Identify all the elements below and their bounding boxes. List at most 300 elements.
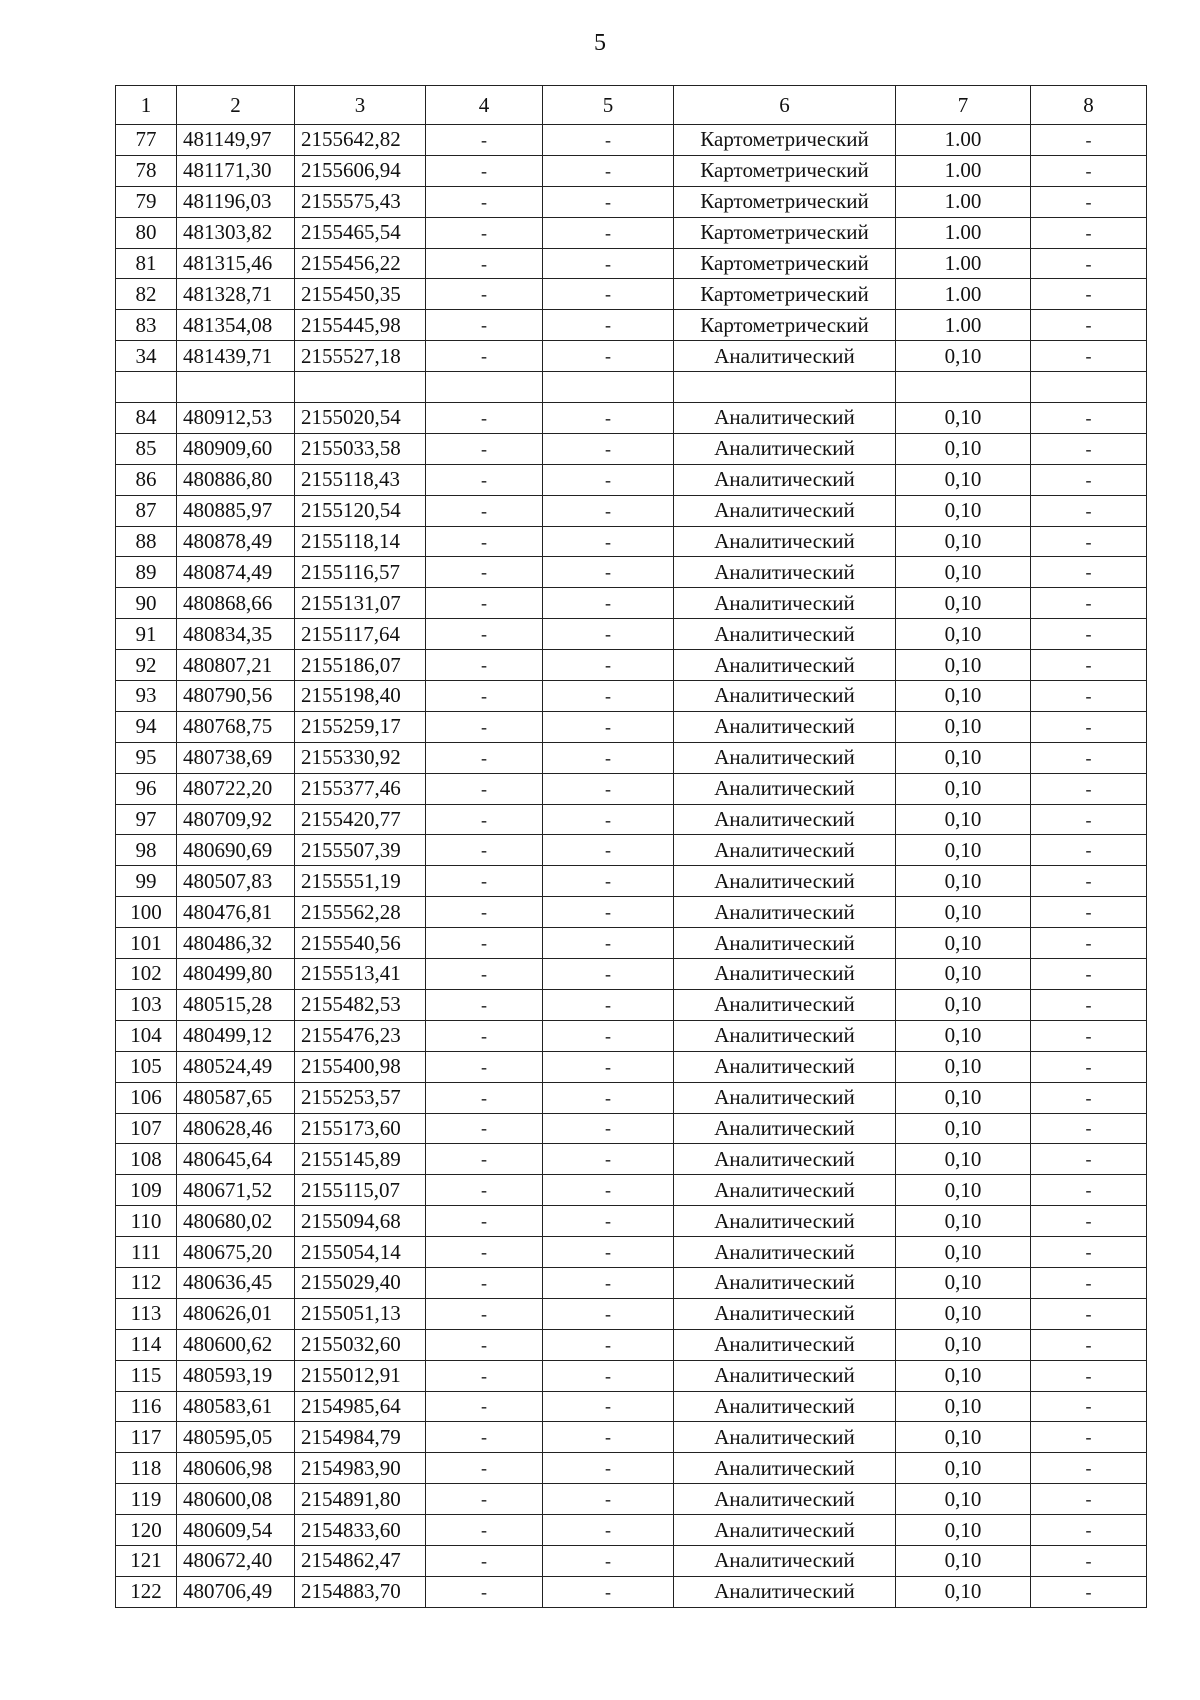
table-cell: 2154985,64 (295, 1391, 426, 1422)
table-cell: - (426, 804, 543, 835)
table-cell: Аналитический (674, 866, 896, 897)
table-cell: 2155642,82 (295, 125, 426, 156)
table-cell: - (543, 1545, 674, 1576)
table-cell: 120 (116, 1515, 177, 1546)
table-cell: Аналитический (674, 773, 896, 804)
table-cell: 481149,97 (177, 125, 295, 156)
table-cell: - (543, 835, 674, 866)
table-cell: 2155575,43 (295, 186, 426, 217)
table-cell: 2155094,68 (295, 1206, 426, 1237)
table-cell: 0,10 (896, 1298, 1031, 1329)
table-cell: - (426, 897, 543, 928)
table-row (116, 1051, 1147, 1082)
table-cell: Аналитический (674, 989, 896, 1020)
table-cell: 480593,19 (177, 1360, 295, 1391)
header-cell: 8 (1031, 86, 1147, 125)
table-cell: 0,10 (896, 619, 1031, 650)
table-cell: 480507,83 (177, 866, 295, 897)
table-cell: Аналитический (674, 1545, 896, 1576)
table-cell: Аналитический (674, 742, 896, 773)
table-row (116, 557, 1147, 588)
table-cell: - (1031, 1576, 1147, 1607)
table-cell: - (543, 1484, 674, 1515)
table-row (116, 989, 1147, 1020)
table-cell: Аналитический (674, 619, 896, 650)
table-cell: 93 (116, 681, 177, 712)
table-cell: 81 (116, 248, 177, 279)
table-cell: 0,10 (896, 1360, 1031, 1391)
table-cell: - (1031, 1082, 1147, 1113)
table-cell: 480600,62 (177, 1329, 295, 1360)
table-cell: - (1031, 433, 1147, 464)
coordinates-table-container (115, 85, 1147, 1608)
table-cell: 480709,92 (177, 804, 295, 835)
table-cell: - (543, 588, 674, 619)
table-cell: 480807,21 (177, 650, 295, 681)
table-cell: Аналитический (674, 403, 896, 434)
table-cell: Аналитический (674, 557, 896, 588)
table-cell: 2155259,17 (295, 711, 426, 742)
table-cell: - (1031, 1113, 1147, 1144)
table-row (116, 1113, 1147, 1144)
table-cell: 1.00 (896, 125, 1031, 156)
table-cell: Аналитический (674, 1484, 896, 1515)
table-cell: - (543, 433, 674, 464)
table-cell: 480885,97 (177, 495, 295, 526)
table-cell: 2155054,14 (295, 1237, 426, 1268)
table-row (116, 1175, 1147, 1206)
table-cell: 91 (116, 619, 177, 650)
table-cell: 119 (116, 1484, 177, 1515)
table-cell: Аналитический (674, 1020, 896, 1051)
table-cell: 0,10 (896, 341, 1031, 372)
table-cell: - (1031, 650, 1147, 681)
table-cell: - (1031, 1051, 1147, 1082)
table-cell: Аналитический (674, 341, 896, 372)
table-cell: 2154883,70 (295, 1576, 426, 1607)
table-cell: Аналитический (674, 526, 896, 557)
table-row (116, 1082, 1147, 1113)
table-cell: 480636,45 (177, 1267, 295, 1298)
table-row (116, 155, 1147, 186)
table-cell (543, 372, 674, 403)
table-cell: 2154891,80 (295, 1484, 426, 1515)
table-cell: Аналитический (674, 1576, 896, 1607)
table-cell (896, 372, 1031, 403)
table-cell: 2155540,56 (295, 928, 426, 959)
table-cell: - (426, 1267, 543, 1298)
table-cell: 108 (116, 1144, 177, 1175)
table-row (116, 681, 1147, 712)
table-cell: - (543, 1422, 674, 1453)
table-cell: - (543, 1237, 674, 1268)
table-cell: Аналитический (674, 1298, 896, 1329)
table-cell: - (426, 217, 543, 248)
table-cell: - (1031, 464, 1147, 495)
table-cell: 106 (116, 1082, 177, 1113)
table-row (116, 742, 1147, 773)
table-cell: - (543, 186, 674, 217)
table-cell: 1.00 (896, 186, 1031, 217)
table-cell: 82 (116, 279, 177, 310)
table-cell: - (1031, 1484, 1147, 1515)
table-cell: 480672,40 (177, 1545, 295, 1576)
table-cell: 0,10 (896, 557, 1031, 588)
table-cell: 0,10 (896, 526, 1031, 557)
table-row (116, 1545, 1147, 1576)
table-cell: - (426, 495, 543, 526)
table-cell: - (1031, 1298, 1147, 1329)
table-cell: - (543, 1329, 674, 1360)
table-cell: - (543, 155, 674, 186)
table-cell: 480671,52 (177, 1175, 295, 1206)
table-cell: 480868,66 (177, 588, 295, 619)
table-row (116, 1422, 1147, 1453)
table-cell: 1.00 (896, 217, 1031, 248)
table-cell: 101 (116, 928, 177, 959)
table-cell: 480834,35 (177, 619, 295, 650)
table-cell: - (426, 650, 543, 681)
table-cell: - (1031, 1020, 1147, 1051)
table-row (116, 650, 1147, 681)
table-cell: - (1031, 681, 1147, 712)
table-row (116, 464, 1147, 495)
table-row (116, 526, 1147, 557)
table-row (116, 1267, 1147, 1298)
table-cell: 83 (116, 310, 177, 341)
table-cell: 2155476,23 (295, 1020, 426, 1051)
table-cell: - (543, 1175, 674, 1206)
table-cell: 480628,46 (177, 1113, 295, 1144)
table-cell: 92 (116, 650, 177, 681)
table-cell: - (543, 248, 674, 279)
table-cell: - (1031, 835, 1147, 866)
table-cell: Аналитический (674, 1175, 896, 1206)
table-cell: 0,10 (896, 650, 1031, 681)
table-cell: - (426, 989, 543, 1020)
table-cell: - (1031, 526, 1147, 557)
table-cell: 86 (116, 464, 177, 495)
table-cell: - (1031, 619, 1147, 650)
table-cell: - (1031, 557, 1147, 588)
table-cell: Аналитический (674, 495, 896, 526)
table-row (116, 341, 1147, 372)
table-cell: - (543, 1360, 674, 1391)
table-cell: 0,10 (896, 1175, 1031, 1206)
table-row (116, 897, 1147, 928)
table-cell: - (543, 1298, 674, 1329)
table-row (116, 1144, 1147, 1175)
table-cell: 94 (116, 711, 177, 742)
table-row (116, 1206, 1147, 1237)
table-cell: - (543, 1391, 674, 1422)
table-cell: 2154833,60 (295, 1515, 426, 1546)
table-cell: - (426, 1298, 543, 1329)
table-cell: Картометрический (674, 310, 896, 341)
table-cell: - (426, 681, 543, 712)
table-cell: 2155198,40 (295, 681, 426, 712)
table-cell: - (1031, 1422, 1147, 1453)
table-cell: 480524,49 (177, 1051, 295, 1082)
table-row (116, 773, 1147, 804)
table-cell: 0,10 (896, 1144, 1031, 1175)
table-cell: 0,10 (896, 433, 1031, 464)
table-cell: 480690,69 (177, 835, 295, 866)
table-cell: - (426, 588, 543, 619)
table-row (116, 1237, 1147, 1268)
table-cell: - (426, 557, 543, 588)
table-cell: 0,10 (896, 1545, 1031, 1576)
table-row (116, 866, 1147, 897)
table-cell: - (426, 711, 543, 742)
table-cell: - (1031, 928, 1147, 959)
table-cell: - (426, 1453, 543, 1484)
table-cell: 2155330,92 (295, 742, 426, 773)
table-cell: 98 (116, 835, 177, 866)
table-cell: Аналитический (674, 928, 896, 959)
table-cell: 2155029,40 (295, 1267, 426, 1298)
table-cell: 0,10 (896, 804, 1031, 835)
table-cell: - (1031, 125, 1147, 156)
table-cell: 2155513,41 (295, 959, 426, 990)
table-cell: - (1031, 1329, 1147, 1360)
table-cell: 2155253,57 (295, 1082, 426, 1113)
table-row (116, 1515, 1147, 1546)
table-cell: 0,10 (896, 1082, 1031, 1113)
table-cell: - (543, 1206, 674, 1237)
table-cell: 117 (116, 1422, 177, 1453)
table-cell: 0,10 (896, 1329, 1031, 1360)
table-cell: Аналитический (674, 1051, 896, 1082)
table-cell: 2155420,77 (295, 804, 426, 835)
table-cell: 107 (116, 1113, 177, 1144)
table-cell: 480886,80 (177, 464, 295, 495)
table-cell: - (1031, 1206, 1147, 1237)
table-cell: 110 (116, 1206, 177, 1237)
table-row (116, 279, 1147, 310)
table-cell: 89 (116, 557, 177, 588)
table-cell: 2155186,07 (295, 650, 426, 681)
table-row (116, 1360, 1147, 1391)
table-row (116, 804, 1147, 835)
table-cell: 480874,49 (177, 557, 295, 588)
table-cell: 480600,08 (177, 1484, 295, 1515)
table-row (116, 588, 1147, 619)
table-cell: 109 (116, 1175, 177, 1206)
table-cell: 1.00 (896, 155, 1031, 186)
table-cell: - (1031, 217, 1147, 248)
table-cell: 480878,49 (177, 526, 295, 557)
table-cell: 0,10 (896, 1484, 1031, 1515)
table-cell: Аналитический (674, 835, 896, 866)
table-cell (1031, 372, 1147, 403)
table-cell: 0,10 (896, 1237, 1031, 1268)
table-cell: - (543, 897, 674, 928)
table-cell: Аналитический (674, 959, 896, 990)
table-cell: 2155118,43 (295, 464, 426, 495)
table-cell: - (1031, 341, 1147, 372)
table-cell: Аналитический (674, 1206, 896, 1237)
table-cell: 116 (116, 1391, 177, 1422)
table-cell: 0,10 (896, 1206, 1031, 1237)
table-cell: Картометрический (674, 186, 896, 217)
table-cell: - (1031, 403, 1147, 434)
table-cell: 480738,69 (177, 742, 295, 773)
table-cell: - (426, 1082, 543, 1113)
table-cell: - (426, 866, 543, 897)
table-row (116, 248, 1147, 279)
table-cell: 2155562,28 (295, 897, 426, 928)
table-cell: - (543, 341, 674, 372)
table-cell: 2155606,94 (295, 155, 426, 186)
table-cell: 118 (116, 1453, 177, 1484)
table-cell: Аналитический (674, 1082, 896, 1113)
table-cell: Аналитический (674, 1515, 896, 1546)
table-cell: 77 (116, 125, 177, 156)
table-cell: 0,10 (896, 681, 1031, 712)
table-cell: 2155527,18 (295, 341, 426, 372)
table-cell: - (543, 1020, 674, 1051)
table-cell: - (426, 773, 543, 804)
table-cell: - (426, 403, 543, 434)
table-cell: 2154983,90 (295, 1453, 426, 1484)
table-cell: - (1031, 866, 1147, 897)
table-cell: Аналитический (674, 1237, 896, 1268)
table-cell: - (426, 1545, 543, 1576)
table-cell: - (543, 403, 674, 434)
table-cell: 480515,28 (177, 989, 295, 1020)
table-cell: 0,10 (896, 464, 1031, 495)
table-cell: 87 (116, 495, 177, 526)
table-cell: - (426, 1020, 543, 1051)
table-cell: 480499,12 (177, 1020, 295, 1051)
table-cell: 102 (116, 959, 177, 990)
table-cell: 0,10 (896, 1453, 1031, 1484)
table-cell (674, 372, 896, 403)
table-cell: Аналитический (674, 650, 896, 681)
table-cell: - (426, 341, 543, 372)
table-cell: - (543, 1051, 674, 1082)
table-row (116, 1576, 1147, 1607)
table-cell: - (543, 989, 674, 1020)
table-cell: - (426, 248, 543, 279)
table-cell: - (543, 464, 674, 495)
header-cell: 1 (116, 86, 177, 125)
table-cell: Аналитический (674, 681, 896, 712)
table-cell: 79 (116, 186, 177, 217)
table-cell: 480790,56 (177, 681, 295, 712)
table-cell: - (426, 1237, 543, 1268)
table-cell: 480680,02 (177, 1206, 295, 1237)
table-row (116, 1453, 1147, 1484)
table-cell: 2155551,19 (295, 866, 426, 897)
table-cell: - (1031, 1175, 1147, 1206)
table-cell: - (543, 866, 674, 897)
table-cell: 88 (116, 526, 177, 557)
table-cell: 112 (116, 1267, 177, 1298)
table-cell: - (1031, 588, 1147, 619)
table-cell: - (426, 959, 543, 990)
table-cell: 2155450,35 (295, 279, 426, 310)
table-cell: 2155131,07 (295, 588, 426, 619)
header-cell: 2 (177, 86, 295, 125)
table-cell: - (543, 279, 674, 310)
table-cell: - (543, 1453, 674, 1484)
table-cell: 0,10 (896, 959, 1031, 990)
table-cell: 481439,71 (177, 341, 295, 372)
table-cell: - (426, 279, 543, 310)
table-cell: 480909,60 (177, 433, 295, 464)
table-cell: - (543, 742, 674, 773)
table-cell: 0,10 (896, 1020, 1031, 1051)
table-cell: - (426, 1484, 543, 1515)
table-cell: Аналитический (674, 711, 896, 742)
table-cell: - (1031, 1360, 1147, 1391)
table-row (116, 1329, 1147, 1360)
table-cell: 2155020,54 (295, 403, 426, 434)
table-cell: 2155120,54 (295, 495, 426, 526)
table-cell: - (543, 804, 674, 835)
table-cell: Аналитический (674, 804, 896, 835)
table-row (116, 619, 1147, 650)
table-cell: 104 (116, 1020, 177, 1051)
table-cell: - (426, 1329, 543, 1360)
table-cell: 0,10 (896, 1515, 1031, 1546)
table-cell: - (426, 835, 543, 866)
table-cell: 2155456,22 (295, 248, 426, 279)
table-row (116, 186, 1147, 217)
table-cell: 114 (116, 1329, 177, 1360)
table-cell: - (1031, 310, 1147, 341)
table-cell: - (1031, 1391, 1147, 1422)
table-cell: - (543, 1267, 674, 1298)
table-cell: 0,10 (896, 1391, 1031, 1422)
table-cell: Картометрический (674, 155, 896, 186)
table-cell: 480499,80 (177, 959, 295, 990)
table-cell: - (1031, 495, 1147, 526)
table-cell: - (543, 1576, 674, 1607)
table-cell: Аналитический (674, 1360, 896, 1391)
table-cell: 480912,53 (177, 403, 295, 434)
table-cell: Аналитический (674, 1422, 896, 1453)
table-cell: - (426, 1144, 543, 1175)
table-cell: - (1031, 897, 1147, 928)
table-cell: 2155118,14 (295, 526, 426, 557)
table-cell: 0,10 (896, 1422, 1031, 1453)
table-cell: 2155482,53 (295, 989, 426, 1020)
header-cell: 4 (426, 86, 543, 125)
table-cell: Аналитический (674, 433, 896, 464)
table-cell: 480609,54 (177, 1515, 295, 1546)
table-cell: - (426, 1515, 543, 1546)
table-cell: - (1031, 742, 1147, 773)
table-cell: 84 (116, 403, 177, 434)
table-row (116, 1020, 1147, 1051)
table-row (116, 835, 1147, 866)
table-row (116, 711, 1147, 742)
table-cell: - (1031, 1545, 1147, 1576)
table-row (116, 403, 1147, 434)
table-row (116, 928, 1147, 959)
table-cell: - (1031, 1237, 1147, 1268)
header-cell: 3 (295, 86, 426, 125)
table-row (116, 310, 1147, 341)
table-cell: 480476,81 (177, 897, 295, 928)
table-cell: - (1031, 1453, 1147, 1484)
coordinates-table (115, 85, 1147, 1608)
table-cell: 2155033,58 (295, 433, 426, 464)
table-cell: - (543, 681, 674, 712)
